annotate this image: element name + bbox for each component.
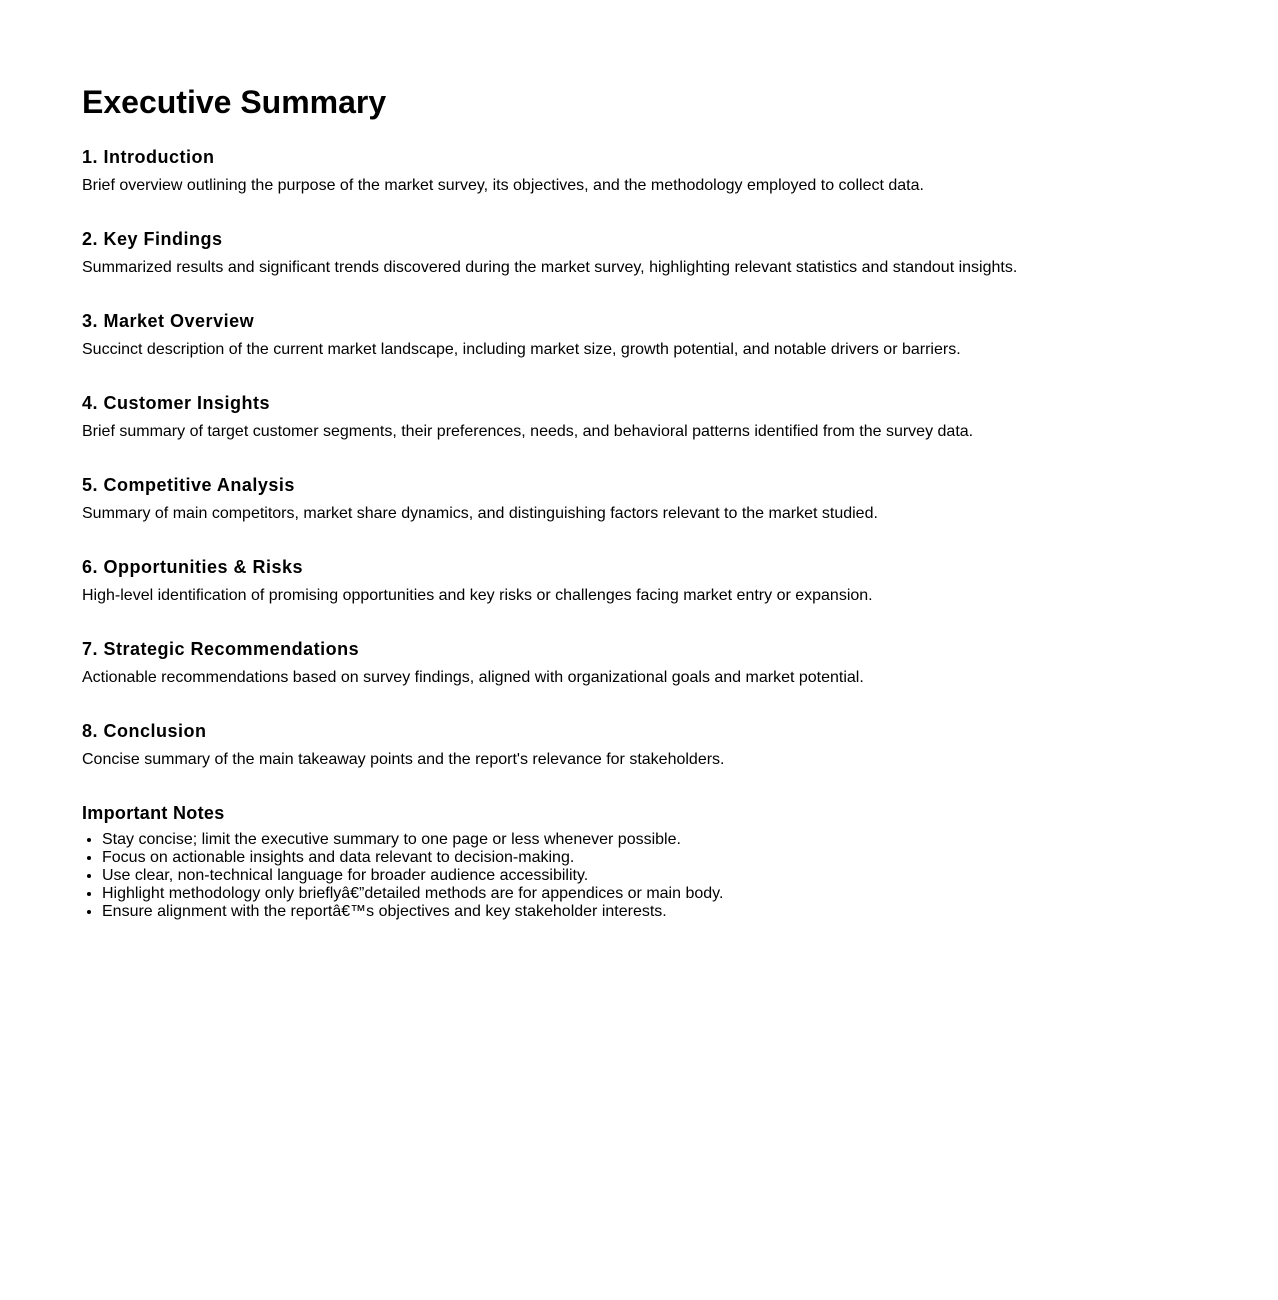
section-heading: 3. Market Overview xyxy=(82,311,255,331)
list-item: • Stay concise; limit the executive summary to one page or less whenever possible. xyxy=(102,831,1160,849)
section-heading: 5. Competitive Analysis xyxy=(82,475,295,495)
section-opportunities-risks xyxy=(82,556,1160,606)
list-item: • Highlight methodology only brieflyâ€”detailed methods are for appendices or main body. xyxy=(102,885,1160,903)
section-body: Concise summary of the main takeaway points and the report's relevance for stakeholders. xyxy=(82,751,725,768)
page-title: Executive Summary xyxy=(82,84,387,120)
list-item: • Focus on actionable insights and data relevant to decision-making. xyxy=(102,849,1160,867)
section-body: Actionable recommendations based on survey findings, aligned with organizational goals and market potential. xyxy=(82,669,864,686)
section-body: Brief overview outlining the purpose of the market survey, its objectives, and the methodology employed to collect data. xyxy=(82,177,924,194)
section-key-findings xyxy=(82,228,1160,278)
notes-heading: Important Notes xyxy=(82,803,225,823)
section-introduction xyxy=(82,146,1160,196)
notes-list xyxy=(82,831,1160,921)
section-heading: 6. Opportunities & Risks xyxy=(82,557,304,577)
section-heading: 1. Introduction xyxy=(82,147,215,167)
section-heading: 2. Key Findings xyxy=(82,229,223,249)
important-notes xyxy=(82,802,1160,921)
section-heading: 4. Customer Insights xyxy=(82,393,271,413)
section-heading: 7. Strategic Recommendations xyxy=(82,639,360,659)
section-body: Brief summary of target customer segments, their preferences, needs, and behavioral patterns identified from the survey data. xyxy=(82,423,974,440)
section-body: Summarized results and significant trends discovered during the market survey, highlighting relevant statistics and standout insights. xyxy=(82,259,1018,276)
section-body: High-level identification of promising opportunities and key risks or challenges facing market entry or expansion. xyxy=(82,587,873,604)
list-item: • Ensure alignment with the reportâ€™s objectives and key stakeholder interests. xyxy=(102,903,1160,921)
section-customer-insights xyxy=(82,392,1160,442)
section-competitive-analysis xyxy=(82,474,1160,524)
section-heading: 8. Conclusion xyxy=(82,721,207,741)
section-strategic-recommendations xyxy=(82,638,1160,688)
list-item: • Use clear, non-technical language for broader audience accessibility. xyxy=(102,867,1160,885)
section-body: Succinct description of the current market landscape, including market size, growth potential, and notable drivers or barriers. xyxy=(82,341,961,358)
section-market-overview xyxy=(82,310,1160,360)
section-conclusion xyxy=(82,720,1160,770)
section-body: Summary of main competitors, market share dynamics, and distinguishing factors relevant to the market studied. xyxy=(82,505,878,522)
